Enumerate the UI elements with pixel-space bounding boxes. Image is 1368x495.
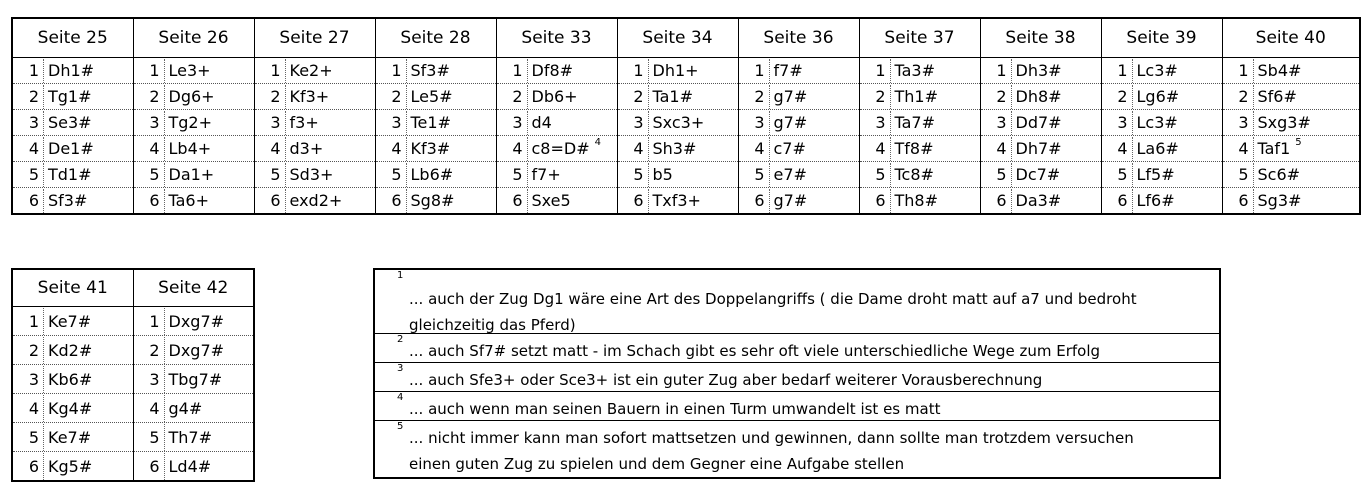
- move-text: Sxe5: [531, 190, 571, 210]
- row-number: 4: [134, 137, 165, 161]
- move-text: Lb6#: [410, 164, 454, 184]
- move-cell: [375, 110, 496, 136]
- move-cell: [1101, 188, 1222, 215]
- move-cell: [859, 188, 980, 215]
- footnote-line: ... auch Sf7# setzt matt - im Schach gibt es sehr oft viele unterschiedliche Wege zum Erfolg: [409, 342, 1101, 360]
- row-number: 4: [13, 395, 44, 422]
- move-text: Lf5#: [1136, 164, 1175, 184]
- move-text: Db6+: [531, 86, 578, 106]
- move-cell: [375, 136, 496, 162]
- move-text: Sb4#: [1257, 60, 1302, 80]
- move-cell: [1222, 110, 1360, 136]
- solutions-table-top: [11, 17, 1361, 215]
- move-text: Lc3#: [1136, 112, 1178, 132]
- move-cell: [133, 58, 254, 84]
- row-number: 3: [1223, 111, 1254, 135]
- move-cell: [859, 110, 980, 136]
- footnote-number: 2: [397, 334, 404, 345]
- move-text: Lb4+: [168, 138, 212, 158]
- row-number: 4: [981, 137, 1012, 161]
- row-number: 1: [497, 59, 528, 83]
- move-cell: [859, 162, 980, 188]
- move-cell: [133, 336, 254, 365]
- move-cell: [859, 136, 980, 162]
- move-text: Sf6#: [1257, 86, 1297, 106]
- move-cell: [496, 84, 617, 110]
- row-number: 3: [739, 111, 770, 135]
- move-text: La6#: [1136, 138, 1179, 158]
- move-text: Le3+: [168, 60, 211, 80]
- footnote-marker: 5: [1295, 136, 1302, 148]
- move-cell: [375, 84, 496, 110]
- move-cell: [980, 162, 1101, 188]
- move-cell: [980, 84, 1101, 110]
- row-number: 1: [134, 308, 165, 335]
- move-cell: [133, 394, 254, 423]
- footnote-line: ... auch der Zug Dg1 wäre eine Art des Doppelangriffs ( die Dame droht matt auf a7 und bedroht: [409, 290, 1137, 308]
- move-text: Te1#: [410, 112, 451, 132]
- footnote-1: [375, 270, 1219, 333]
- row-number: 1: [1102, 59, 1133, 83]
- move-text: Sf3#: [410, 60, 450, 80]
- row-number: 4: [618, 137, 649, 161]
- move-text: c7#: [773, 138, 806, 158]
- move-text: g7#: [773, 86, 808, 106]
- row-number: 3: [860, 111, 891, 135]
- move-text: Lg6#: [1136, 86, 1180, 106]
- footnote-line: einen guten Zug zu spielen und dem Gegner eine Aufgabe stellen: [409, 455, 905, 473]
- move-cell: [254, 110, 375, 136]
- footnote-4: [375, 391, 1219, 420]
- move-text: Kf3#: [410, 138, 451, 158]
- page-header: Seite 39: [1101, 18, 1222, 58]
- row-number: 1: [255, 59, 286, 83]
- row-number: 3: [13, 111, 44, 135]
- footnote-marker: 4: [594, 136, 601, 148]
- row-number: 6: [1102, 189, 1133, 213]
- move-cell: [980, 58, 1101, 84]
- move-text: Kb6#: [48, 369, 93, 389]
- footnote-5: [375, 420, 1219, 477]
- move-cell: [12, 394, 133, 423]
- move-cell: [12, 162, 133, 188]
- footnote-number: 3: [397, 363, 404, 374]
- move-text: Le5#: [410, 86, 453, 106]
- move-text: Dh1#: [48, 60, 95, 80]
- move-text: Td1#: [48, 164, 92, 184]
- move-cell: [1101, 84, 1222, 110]
- move-cell: [133, 307, 254, 336]
- move-cell: [254, 162, 375, 188]
- move-cell: [12, 110, 133, 136]
- row-number: 2: [497, 85, 528, 109]
- page-header: Seite 34: [617, 18, 738, 58]
- move-cell: [254, 58, 375, 84]
- row-number: 4: [1102, 137, 1133, 161]
- table-row: [12, 452, 254, 482]
- move-cell: [133, 110, 254, 136]
- page-header: Seite 27: [254, 18, 375, 58]
- page-header: Seite 37: [859, 18, 980, 58]
- move-cell: [1101, 58, 1222, 84]
- row-number: 5: [1102, 163, 1133, 187]
- move-text: Dg6+: [168, 86, 215, 106]
- move-text: Th8#: [894, 190, 938, 210]
- move-text: Da3#: [1015, 190, 1062, 210]
- table-row: [12, 365, 254, 394]
- move-cell: [133, 452, 254, 482]
- row-number: 5: [13, 424, 44, 451]
- move-cell: [1222, 84, 1360, 110]
- page-header: Seite 33: [496, 18, 617, 58]
- row-number: 6: [497, 189, 528, 213]
- move-text: Dd7#: [1015, 112, 1062, 132]
- table-row: [12, 423, 254, 452]
- row-number: 4: [255, 137, 286, 161]
- move-cell: [12, 188, 133, 215]
- row-number: 1: [860, 59, 891, 83]
- table-row: [12, 188, 1360, 215]
- move-text: Dh3#: [1015, 60, 1062, 80]
- row-number: 6: [255, 189, 286, 213]
- move-cell: [12, 336, 133, 365]
- move-text: Sg3#: [1257, 190, 1302, 210]
- move-text: Sg8#: [410, 190, 455, 210]
- row-number: 3: [134, 366, 165, 393]
- move-text: Tg2+: [168, 112, 213, 132]
- row-number: 3: [134, 111, 165, 135]
- move-cell: [738, 110, 859, 136]
- move-text: Sc6#: [1257, 164, 1301, 184]
- row-number: 4: [860, 137, 891, 161]
- page-header: Seite 38: [980, 18, 1101, 58]
- move-cell: [375, 188, 496, 215]
- row-number: 3: [376, 111, 407, 135]
- row-number: 3: [618, 111, 649, 135]
- move-text: Th7#: [168, 427, 212, 447]
- move-text: Ta1#: [652, 86, 694, 106]
- move-text: g7#: [773, 190, 808, 210]
- row-number: 2: [13, 85, 44, 109]
- move-text: Ke7#: [48, 427, 92, 447]
- row-number: 5: [739, 163, 770, 187]
- move-text: Dh7#: [1015, 138, 1062, 158]
- move-text: Lf6#: [1136, 190, 1175, 210]
- move-cell: [496, 188, 617, 215]
- move-cell: [254, 84, 375, 110]
- row-number: 5: [1223, 163, 1254, 187]
- row-number: 1: [618, 59, 649, 83]
- move-cell: [12, 136, 133, 162]
- footnotes-box: [373, 268, 1221, 479]
- move-cell: [738, 188, 859, 215]
- move-cell: [1222, 188, 1360, 215]
- row-number: 5: [255, 163, 286, 187]
- row-number: 5: [134, 163, 165, 187]
- move-text: Ld4#: [168, 456, 212, 476]
- move-text: De1#: [48, 138, 94, 158]
- row-number: 2: [134, 85, 165, 109]
- move-cell: [738, 162, 859, 188]
- footnote-3: [375, 362, 1219, 391]
- row-number: 5: [497, 163, 528, 187]
- footnote-line: ... nicht immer kann man sofort mattsetzen und gewinnen, dann sollte man trotzdem versuchen: [409, 429, 1134, 447]
- row-number: 6: [134, 453, 165, 480]
- page-header: Seite 28: [375, 18, 496, 58]
- row-number: 6: [618, 189, 649, 213]
- row-number: 1: [134, 59, 165, 83]
- footnote-2: [375, 333, 1219, 362]
- solutions-table-bottom: [11, 268, 255, 482]
- footnote-number: 4: [397, 392, 404, 403]
- move-cell: [133, 84, 254, 110]
- table-row: [12, 162, 1360, 188]
- move-text: Ta3#: [894, 60, 936, 80]
- move-cell: [617, 110, 738, 136]
- footnote-number: 1: [397, 270, 404, 281]
- table-row: [12, 394, 254, 423]
- move-text: Sd3+: [289, 164, 334, 184]
- table-row: [12, 84, 1360, 110]
- footnote-number: 5: [397, 421, 404, 432]
- row-number: 3: [497, 111, 528, 135]
- move-text: Tc8#: [894, 164, 934, 184]
- row-number: 4: [739, 137, 770, 161]
- page-header: Seite 40: [1222, 18, 1360, 58]
- move-text: Sxg3#: [1257, 112, 1311, 132]
- table-row: [12, 58, 1360, 84]
- page-header: Seite 42: [133, 269, 254, 307]
- page-header: Seite 25: [12, 18, 133, 58]
- move-cell: [1101, 110, 1222, 136]
- move-cell: [496, 136, 617, 162]
- row-number: 1: [376, 59, 407, 83]
- row-number: 1: [981, 59, 1012, 83]
- move-text: Txf3+: [652, 190, 701, 210]
- move-text: Dxg7#: [168, 311, 225, 331]
- row-number: 2: [981, 85, 1012, 109]
- move-text: Tbg7#: [168, 369, 223, 389]
- table-row: [12, 110, 1360, 136]
- row-number: 6: [739, 189, 770, 213]
- move-text: Dc7#: [1015, 164, 1061, 184]
- footnote-line: ... auch Sfe3+ oder Sce3+ ist ein guter Zug aber bedarf weiterer Vorausberechnung: [409, 371, 1043, 389]
- move-cell: [1101, 162, 1222, 188]
- move-text: Sh3#: [652, 138, 697, 158]
- row-number: 6: [134, 189, 165, 213]
- row-number: 2: [1102, 85, 1133, 109]
- row-number: 3: [13, 366, 44, 393]
- row-number: 6: [860, 189, 891, 213]
- move-cell: [617, 188, 738, 215]
- row-number: 4: [497, 137, 528, 161]
- move-cell: [980, 188, 1101, 215]
- move-cell: [12, 423, 133, 452]
- move-text: b5: [652, 164, 673, 184]
- row-number: 2: [860, 85, 891, 109]
- move-text: Taf1: [1257, 138, 1291, 158]
- move-text: Kg5#: [48, 456, 93, 476]
- move-cell: [859, 84, 980, 110]
- row-number: 6: [13, 189, 44, 213]
- move-cell: [617, 136, 738, 162]
- move-cell: [133, 188, 254, 215]
- move-text: Dh8#: [1015, 86, 1062, 106]
- move-text: Kg4#: [48, 398, 93, 418]
- move-cell: [496, 110, 617, 136]
- move-text: Df8#: [531, 60, 574, 80]
- move-text: Se3#: [48, 112, 92, 132]
- row-number: 5: [134, 424, 165, 451]
- row-number: 5: [376, 163, 407, 187]
- move-cell: [133, 365, 254, 394]
- move-text: Th1#: [894, 86, 938, 106]
- move-cell: [1222, 136, 1360, 162]
- move-cell: [375, 58, 496, 84]
- header-row: [12, 269, 254, 307]
- move-text: g7#: [773, 112, 808, 132]
- move-text: Kf3+: [289, 86, 330, 106]
- move-text: Tg1#: [48, 86, 92, 106]
- table-row: [12, 307, 254, 336]
- row-number: 2: [1223, 85, 1254, 109]
- row-number: 2: [739, 85, 770, 109]
- move-cell: [1222, 162, 1360, 188]
- row-number: 4: [376, 137, 407, 161]
- move-cell: [133, 162, 254, 188]
- move-text: Ke7#: [48, 311, 92, 331]
- move-text: Dh1+: [652, 60, 699, 80]
- move-text: Kd2#: [48, 340, 93, 360]
- move-text: d4: [531, 112, 552, 132]
- table-row: [12, 136, 1360, 162]
- move-text: Lc3#: [1136, 60, 1178, 80]
- move-cell: [375, 162, 496, 188]
- row-number: 6: [376, 189, 407, 213]
- page-header: Seite 41: [12, 269, 133, 307]
- row-number: 3: [981, 111, 1012, 135]
- header-row: [12, 18, 1360, 58]
- row-number: 6: [981, 189, 1012, 213]
- row-number: 2: [618, 85, 649, 109]
- move-text: Ke2+: [289, 60, 333, 80]
- row-number: 5: [13, 163, 44, 187]
- row-number: 3: [1102, 111, 1133, 135]
- move-cell: [133, 136, 254, 162]
- move-text: Ta6+: [168, 190, 210, 210]
- move-cell: [133, 423, 254, 452]
- move-text: f7#: [773, 60, 803, 80]
- move-cell: [617, 58, 738, 84]
- move-text: Sf3#: [48, 190, 88, 210]
- move-cell: [496, 162, 617, 188]
- move-cell: [738, 136, 859, 162]
- row-number: 5: [981, 163, 1012, 187]
- table-row: [12, 336, 254, 365]
- move-cell: [738, 58, 859, 84]
- move-text: Ta7#: [894, 112, 936, 132]
- row-number: 2: [134, 337, 165, 364]
- move-text: Dxg7#: [168, 340, 225, 360]
- move-cell: [12, 307, 133, 336]
- footnote-line: ... auch wenn man seinen Bauern in einen Turm umwandelt ist es matt: [409, 400, 941, 418]
- page-header: Seite 36: [738, 18, 859, 58]
- row-number: 4: [134, 395, 165, 422]
- move-cell: [12, 452, 133, 482]
- row-number: 4: [13, 137, 44, 161]
- move-cell: [1222, 58, 1360, 84]
- move-text: e7#: [773, 164, 807, 184]
- page-header: Seite 26: [133, 18, 254, 58]
- move-cell: [12, 84, 133, 110]
- row-number: 5: [860, 163, 891, 187]
- move-text: g4#: [168, 398, 203, 418]
- row-number: 5: [618, 163, 649, 187]
- move-cell: [254, 188, 375, 215]
- row-number: 1: [13, 308, 44, 335]
- move-text: Da1+: [168, 164, 215, 184]
- row-number: 1: [739, 59, 770, 83]
- row-number: 2: [13, 337, 44, 364]
- move-cell: [496, 58, 617, 84]
- move-cell: [1101, 136, 1222, 162]
- move-cell: [254, 136, 375, 162]
- row-number: 6: [13, 453, 44, 480]
- move-text: f3+: [289, 112, 319, 132]
- move-cell: [859, 58, 980, 84]
- row-number: 1: [1223, 59, 1254, 83]
- row-number: 3: [255, 111, 286, 135]
- move-cell: [617, 162, 738, 188]
- move-text: Sxc3+: [652, 112, 705, 132]
- row-number: 2: [255, 85, 286, 109]
- move-text: f7+: [531, 164, 561, 184]
- move-cell: [617, 84, 738, 110]
- move-cell: [12, 365, 133, 394]
- row-number: 6: [1223, 189, 1254, 213]
- move-cell: [980, 110, 1101, 136]
- row-number: 1: [13, 59, 44, 83]
- row-number: 4: [1223, 137, 1254, 161]
- move-cell: [12, 58, 133, 84]
- footnote-line: gleichzeitig das Pferd): [409, 316, 576, 334]
- move-text: d3+: [289, 138, 324, 158]
- move-cell: [980, 136, 1101, 162]
- move-text: Tf8#: [894, 138, 934, 158]
- row-number: 2: [376, 85, 407, 109]
- move-text: c8=D#: [531, 138, 590, 158]
- move-cell: [738, 84, 859, 110]
- move-text: exd2+: [289, 190, 343, 210]
